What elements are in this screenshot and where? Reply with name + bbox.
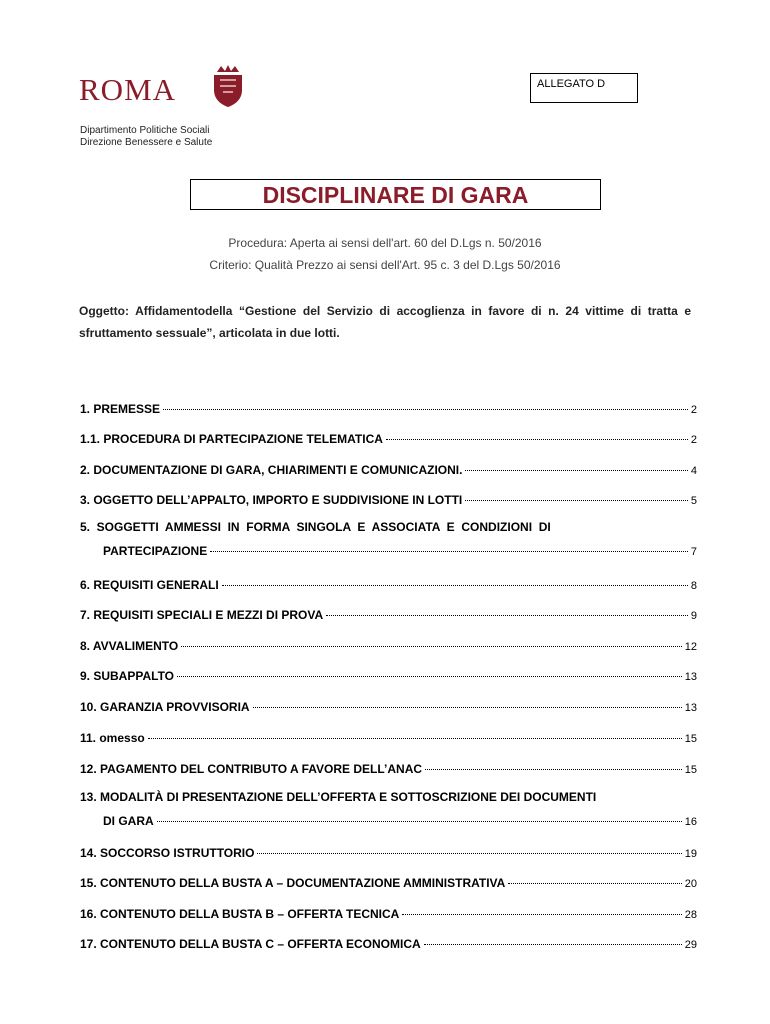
toc-page-number: 15 <box>684 733 697 745</box>
toc-entry-title: 12. PAGAMENTO DEL CONTRIBUTO A FAVORE DELL’ANAC <box>80 762 423 776</box>
toc-leader-dots <box>157 821 682 822</box>
toc-entry-title-line1: 13. MODALITÀ DI PRESENTAZIONE DELL’OFFERTA E SOTTOSCRIZIONE DEI DOCUMENTI <box>80 790 597 804</box>
toc-entry-title: 17. CONTENUTO DELLA BUSTA C – OFFERTA ECONOMICA <box>80 937 421 951</box>
toc-leader-dots <box>326 615 688 616</box>
toc-leader-dots <box>386 439 688 440</box>
toc-leader-dots <box>508 883 681 884</box>
toc-entry-title: 9. SUBAPPALTO <box>80 669 175 683</box>
procedure-line: Procedura: Aperta ai sensi dell'art. 60 del D.Lgs n. 50/2016 <box>228 236 542 250</box>
toc-page-number: 13 <box>684 671 697 683</box>
toc-page-number: 2 <box>690 404 697 416</box>
toc-entry-title: 1.1. PROCEDURA DI PARTECIPAZIONE TELEMATICA <box>80 432 383 446</box>
direction-name: Direzione Benessere e Salute <box>80 137 213 148</box>
toc-entry[interactable] <box>80 700 697 716</box>
toc-leader-dots <box>163 409 688 410</box>
subject-paragraph: Oggetto: Affidamentodella “Gestione del Servizio di accoglienza in favore di n. 24 vittime di tratta e sfruttamento sessuale”, articolata in due lotti. <box>79 304 691 340</box>
toc-leader-dots <box>465 500 688 501</box>
criterion-line: Criterio: Qualità Prezzo ai sensi dell'Art. 95 c. 3 del D.Lgs 50/2016 <box>209 258 561 272</box>
toc-entry-title: 7. REQUISITI SPECIALI E MEZZI DI PROVA <box>80 608 324 622</box>
toc-entry-title-line1: 5. SOGGETTI AMMESSI IN FORMA SINGOLA E ASSOCIATA E CONDIZIONI DI <box>80 520 551 534</box>
toc-leader-dots <box>425 769 682 770</box>
toc-leader-dots <box>253 707 682 708</box>
toc-entry[interactable] <box>80 731 697 747</box>
toc-entry[interactable] <box>80 578 697 594</box>
toc-leader-dots <box>177 676 682 677</box>
toc-entry-title: 8. AVVALIMENTO <box>80 639 179 653</box>
roma-logo-text: ROMA <box>79 72 177 107</box>
toc-page-number: 12 <box>684 641 697 653</box>
toc-leader-dots <box>210 551 688 552</box>
toc-entry[interactable] <box>80 493 697 509</box>
toc-page-number: 20 <box>684 878 697 890</box>
toc-entry[interactable] <box>103 544 697 560</box>
toc-leader-dots <box>181 646 682 647</box>
toc-page-number: 4 <box>690 465 697 477</box>
document-title: DISCIPLINARE DI GARA <box>190 179 601 210</box>
toc-page-number: 29 <box>684 939 697 951</box>
toc-entry[interactable] <box>80 669 697 685</box>
toc-leader-dots <box>257 853 681 854</box>
toc-page-number: 5 <box>690 495 697 507</box>
toc-page-number: 13 <box>684 702 697 714</box>
toc-entry-title: 16. CONTENUTO DELLA BUSTA B – OFFERTA TECNICA <box>80 907 400 921</box>
toc-page-number: 15 <box>684 764 697 776</box>
toc-entry-title: 14. SOCCORSO ISTRUTTORIO <box>80 846 255 860</box>
toc-page-number: 9 <box>690 610 697 622</box>
toc-entry[interactable] <box>80 463 697 479</box>
toc-entry[interactable] <box>80 846 697 862</box>
toc-leader-dots <box>402 914 681 915</box>
toc-entry-title: 10. GARANZIA PROVVISORIA <box>80 700 250 714</box>
toc-entry-title: PARTECIPAZIONE <box>103 544 208 558</box>
toc-leader-dots <box>222 585 688 586</box>
toc-entry[interactable] <box>103 814 697 830</box>
toc-page-number: 7 <box>690 546 697 558</box>
toc-entry[interactable] <box>80 639 697 655</box>
toc-leader-dots <box>424 944 682 945</box>
toc-entry[interactable] <box>80 876 697 892</box>
toc-entry-title: 2. DOCUMENTAZIONE DI GARA, CHIARIMENTI E COMUNICAZIONI. <box>80 463 463 477</box>
roma-crest-icon <box>211 64 245 108</box>
toc-entry[interactable] <box>80 762 697 778</box>
toc-entry-title: 3. OGGETTO DELL’APPALTO, IMPORTO E SUDDIVISIONE IN LOTTI <box>80 493 463 507</box>
toc-entry[interactable] <box>80 907 697 923</box>
toc-entry-title: 11. omesso <box>80 731 145 745</box>
department-name: Dipartimento Politiche Sociali <box>80 125 210 136</box>
toc-entry-title: 1. PREMESSE <box>80 402 161 416</box>
department-block <box>80 125 212 149</box>
toc-entry-title: 15. CONTENUTO DELLA BUSTA A – DOCUMENTAZIONE AMMINISTRATIVA <box>80 876 506 890</box>
toc-entry[interactable] <box>80 608 697 624</box>
toc-page-number: 28 <box>684 909 697 921</box>
toc-page-number: 16 <box>684 816 697 828</box>
toc-entry[interactable] <box>80 402 697 418</box>
allegato-label: ALLEGATO D <box>530 73 638 103</box>
toc-page-number: 2 <box>690 434 697 446</box>
toc-leader-dots <box>465 470 687 471</box>
toc-entry[interactable] <box>80 937 697 953</box>
toc-leader-dots <box>148 738 682 739</box>
toc-entry[interactable] <box>80 432 697 448</box>
toc-page-number: 19 <box>684 848 697 860</box>
toc-entry-title: DI GARA <box>103 814 154 828</box>
toc-entry-title: 6. REQUISITI GENERALI <box>80 578 219 592</box>
toc-page-number: 8 <box>690 580 697 592</box>
